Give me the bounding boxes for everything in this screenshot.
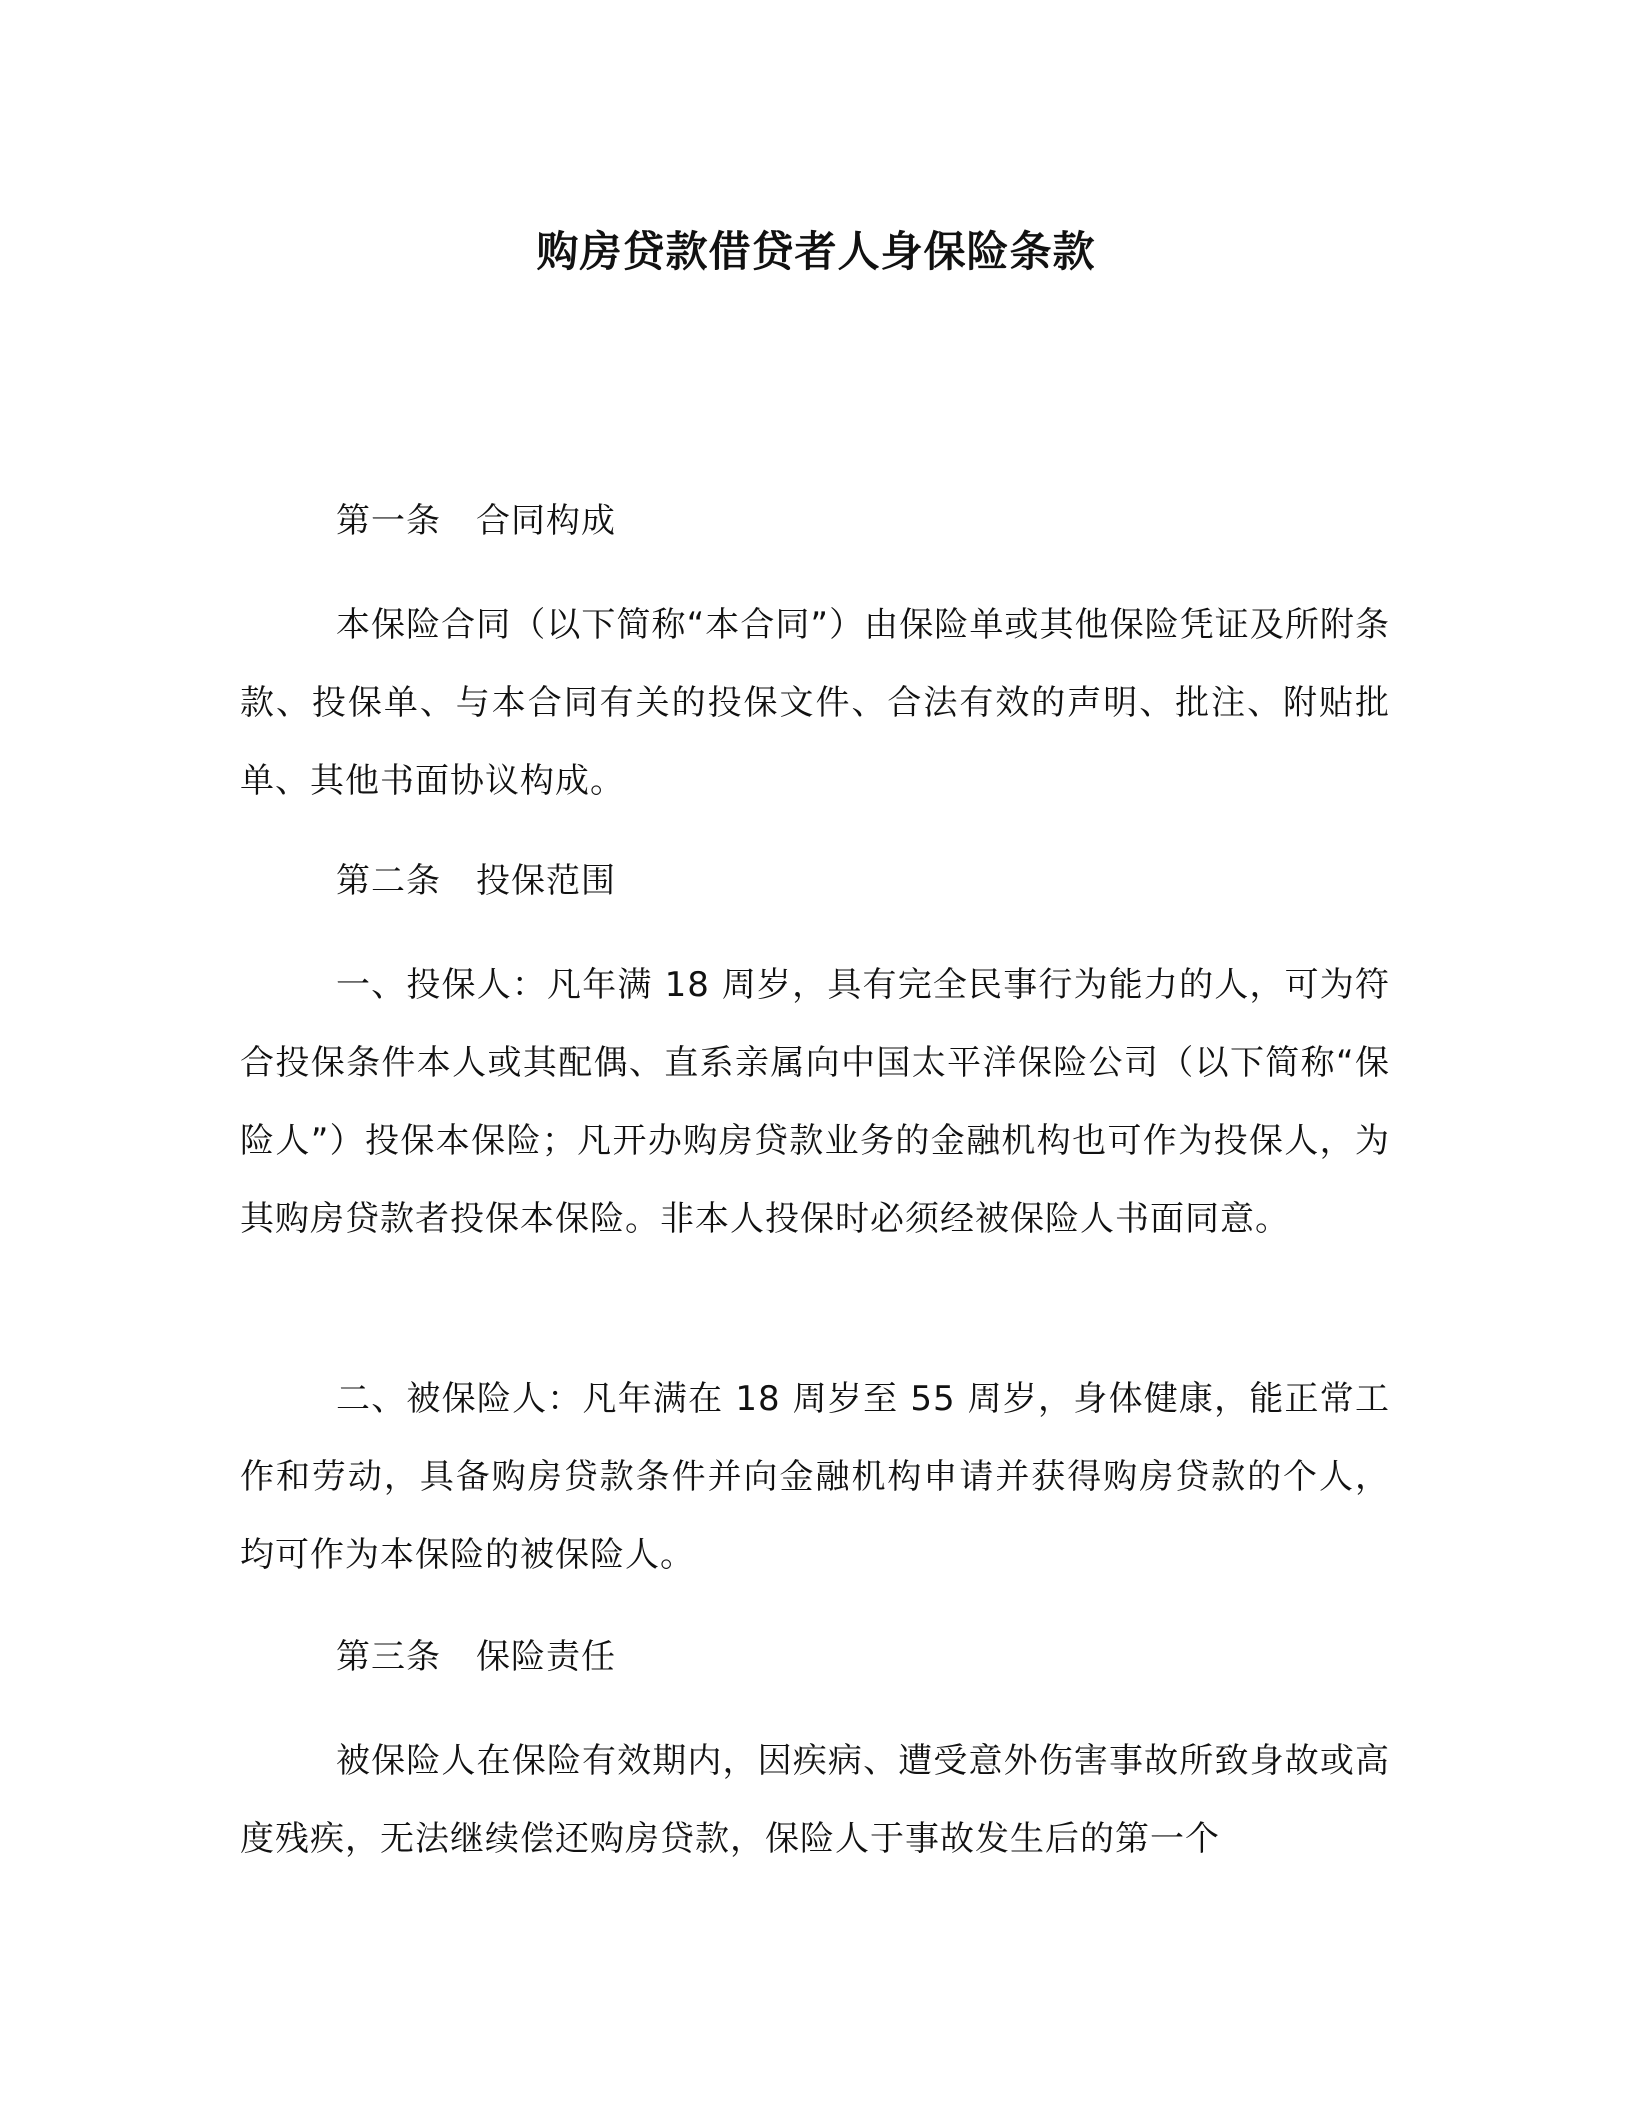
article-2-heading: 第二条 投保范围: [336, 861, 616, 901]
article-3-paragraph: 被保险人在保险有效期内，因疾病、遭受意外伤害事故所致身故或高度残疾，无法继续偿还购房贷款，保险人于事故发生后的第一个: [240, 1741, 1390, 1859]
document-title: 购房贷款借贷者人身保险条款: [536, 227, 1096, 276]
article-3-heading: 第三条 保险责任: [336, 1637, 616, 1677]
article-1-paragraph: 本保险合同（以下简称“本合同”）由保险单或其他保险凭证及所附条款、投保单、与本合同有关的投保文件、合法有效的声明、批注、附贴批单、其他书面协议构成。: [240, 605, 1390, 801]
article-2-clause-1: 一、投保人：凡年满 18 周岁，具有完全民事行为能力的人，可为符合投保条件本人或其配偶、直系亲属向中国太平洋保险公司（以下简称“保险人”）投保本保险；凡开办购房贷款业务的金融机构也可作为投保人，为其购房贷款者投保本保险。非本人投保时必须经被保险人书面同意。: [240, 965, 1390, 1239]
article-2-clause-2: 二、被保险人：凡年满在 18 周岁至 55 周岁，身体健康，能正常工作和劳动，具备购房贷款条件并向金融机构申请并获得购房贷款的个人，均可作为本保险的被保险人。: [240, 1379, 1390, 1575]
article-1-heading: 第一条 合同构成: [336, 501, 616, 541]
